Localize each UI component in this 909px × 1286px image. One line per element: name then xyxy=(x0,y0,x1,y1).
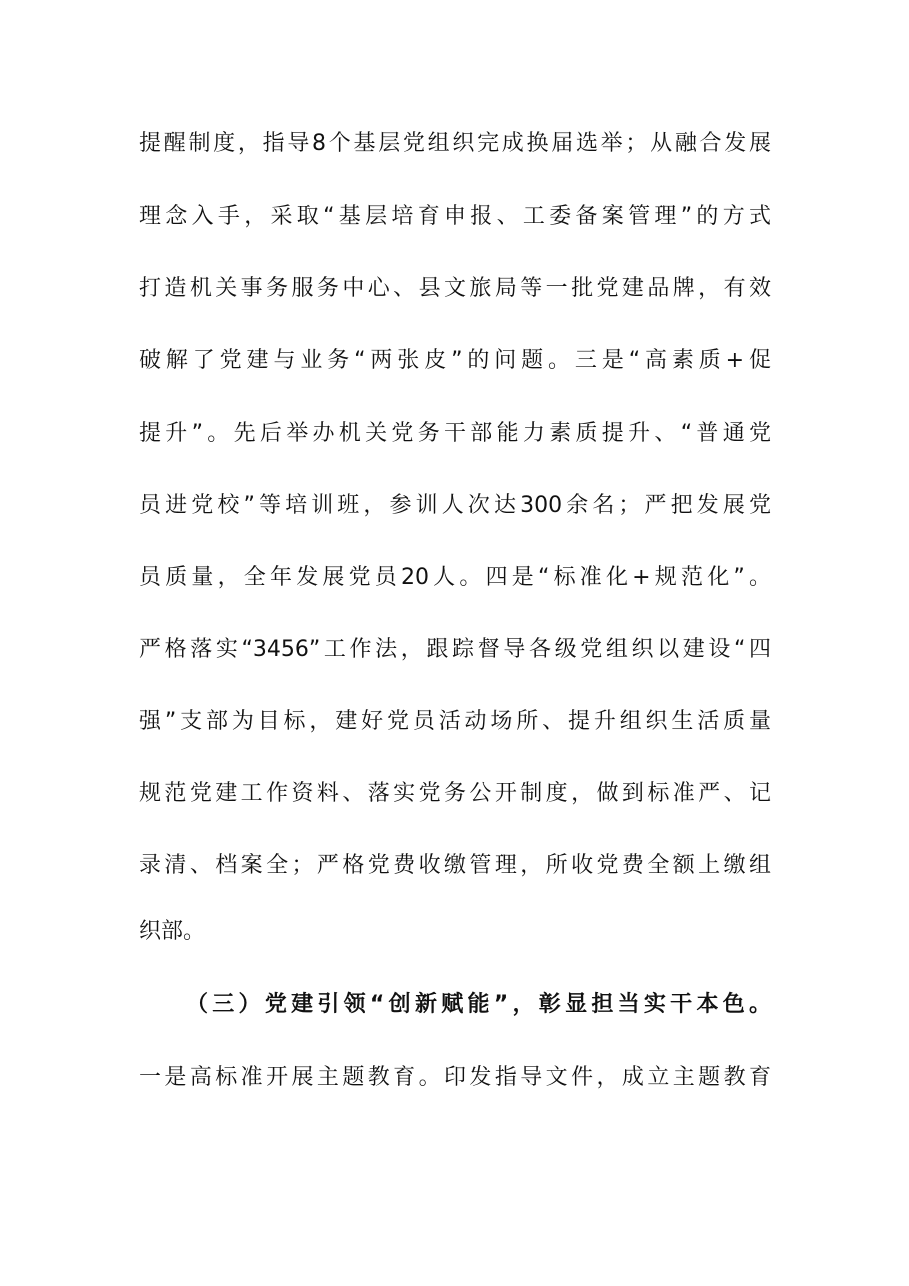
paragraph-line-4: 破解了党建与业务“两张皮”的问题。三是“高素质+促 xyxy=(139,348,771,373)
next-paragraph-line-1: 一是高标准开展主题教育。印发指导文件，成立主题教育 xyxy=(139,1065,771,1090)
paragraph-line-3: 打造机关事务服务中心、县文旅局等一批党建品牌，有效 xyxy=(139,276,771,301)
paragraph-line-10: 规范党建工作资料、落实党务公开制度，做到标准严、记 xyxy=(139,781,771,806)
paragraph-line-1: 提醒制度，指导8个基层党组织完成换届选举；从融合发展 xyxy=(139,131,771,156)
section-heading: （三）党建引领“创新赋能”，彰显担当实干本色。 xyxy=(186,992,771,1017)
paragraph-line-11: 录清、档案全；严格党费收缴管理，所收党费全额上缴组 xyxy=(139,853,771,878)
paragraph-line-5: 提升”。先后举办机关党务干部能力素质提升、“普通党 xyxy=(139,421,771,446)
paragraph-line-9: 强”支部为目标，建好党员活动场所、提升组织生活质量 xyxy=(139,709,771,734)
paragraph-line-7: 员质量，全年发展党员20人。四是“标准化+规范化”。 xyxy=(139,565,771,590)
paragraph-line-12: 织部。 xyxy=(139,919,206,944)
paragraph-line-2: 理念入手，采取“基层培育申报、工委备案管理”的方式 xyxy=(139,204,771,229)
paragraph-line-8: 严格落实“3456”工作法，跟踪督导各级党组织以建设“四 xyxy=(139,637,771,662)
paragraph-line-6: 员进党校”等培训班，参训人次达300余名；严把发展党 xyxy=(139,493,771,518)
